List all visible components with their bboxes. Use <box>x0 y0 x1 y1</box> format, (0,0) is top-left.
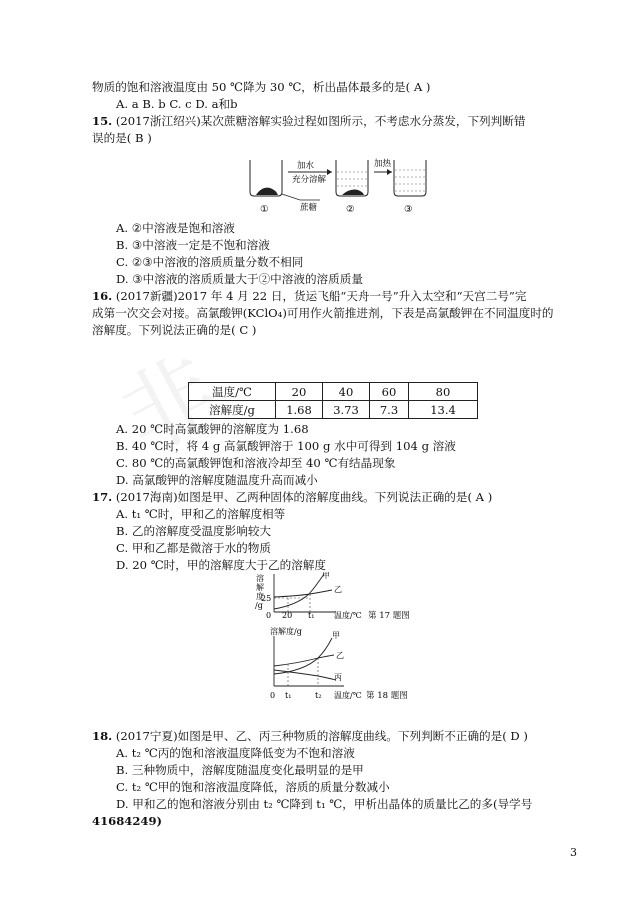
q18-option-a: A. t₂ ℃丙的饱和溶液温度降低变为不饱和溶液 <box>116 746 355 760</box>
q18-stem-text: (2017宁夏)如图是甲、乙、丙三种物质的溶解度曲线。下列判断不正确的是( D ) <box>115 729 528 743</box>
q15-number: 15. <box>92 114 113 128</box>
q18-stem <box>92 729 562 744</box>
q17-x-tick-t1: t₁ <box>308 611 315 620</box>
q18-number: 18. <box>92 729 113 743</box>
q17-x-tick-0: 0 <box>266 611 272 620</box>
table-cell: 溶解度/g <box>189 401 276 419</box>
q15-option-b: B. ③中溶液一定是不饱和溶液 <box>116 238 270 252</box>
q18-x-tick-t1: t₁ <box>285 691 292 700</box>
q17-option-d: D. 20 ℃时，甲的溶解度大于乙的溶解度 <box>116 558 326 572</box>
table-cell: 3.73 <box>323 401 370 419</box>
q17-ylabel-3: 度 <box>256 592 264 601</box>
q15-arrow2-top: 加热 <box>374 159 392 169</box>
q17-stem <box>92 490 562 505</box>
q18-tail: 41684249) <box>92 814 163 828</box>
q18-curve-yi: 乙 <box>336 651 344 660</box>
q15-beaker-figure <box>240 152 430 214</box>
q17-xlabel: 温度/℃ <box>334 611 362 620</box>
q18-curve-bing: 丙 <box>334 673 342 682</box>
q17-stem-text: (2017海南)如图是甲、乙两种固体的溶解度曲线。下列说法正确的是( A ) <box>115 490 493 504</box>
q15-label-1: ① <box>260 204 269 214</box>
q17-axis-labels <box>260 604 425 626</box>
q16-stem-line2: 成第一次交会对接。高氯酸钾(KClO₄)可用作火箭推进剂，下表是高氯酸钾在不同温度时的 <box>92 306 554 320</box>
q15-label-2: ② <box>346 204 355 214</box>
q17-curve-yi: 乙 <box>334 585 342 594</box>
q17-x-tick-20: 20 <box>282 611 293 620</box>
q18-curve-jia: 甲 <box>332 631 340 640</box>
q18-solubility-graph <box>254 626 444 706</box>
q15-label-3: ③ <box>404 204 413 214</box>
q15-option-d: D. ③中溶液的溶质质量大于②中溶液的溶质质量 <box>116 272 363 286</box>
q17-ylabel-2: 解 <box>256 583 264 592</box>
q18-option-c: C. t₂ ℃甲的饱和溶液温度降低，溶质的质量分数减小 <box>116 780 390 794</box>
q15-stem-line2: 误的是( B ) <box>92 131 152 145</box>
table-cell: 60 <box>370 383 409 401</box>
q18-caption: 第 18 题图 <box>366 691 408 701</box>
q18-x-tick-t2: t₂ <box>315 691 322 700</box>
q18-xlabel: 温度/℃ <box>334 691 362 700</box>
table-cell: 20 <box>276 383 323 401</box>
q16-option-a: A. 20 ℃时高氯酸钾的溶解度为 1.68 <box>116 422 309 436</box>
q16-stem <box>92 289 562 304</box>
q16-option-c: C. 80 ℃的高氯酸钾饱和溶液冷却至 40 ℃有结晶现象 <box>116 456 396 470</box>
q15-arrow1-top: 加水 <box>297 161 315 171</box>
q17-option-b: B. 乙的溶解度受温度影响较大 <box>116 524 272 538</box>
q15-stem <box>92 114 562 129</box>
q15-arrow1-bottom: 蔗糖 <box>300 203 318 213</box>
table-row <box>189 401 478 419</box>
q18-option-d: D. 甲和乙的饱和溶液分别由 t₂ ℃降到 t₁ ℃，甲析出晶体的质量比乙的多(导学号 <box>116 797 533 811</box>
table-cell: 40 <box>323 383 370 401</box>
q14-options: A. a B. b C. c D. a和b <box>116 97 238 111</box>
q16-solubility-table <box>188 382 478 419</box>
q17-ylabel-1: 溶 <box>256 574 264 583</box>
table-row <box>189 383 478 401</box>
table-cell: 1.68 <box>276 401 323 419</box>
table-cell: 7.3 <box>370 401 409 419</box>
q14-stem-tail: 物质的饱和溶液温度由 50 ℃降为 30 ℃，析出晶体最多的是( A ) <box>92 80 431 94</box>
q17-y-tick: 25 <box>261 594 272 603</box>
q18-ylabel: 溶解度/g <box>270 627 302 636</box>
q15-stem-line1: (2017浙江绍兴)某次蔗糖溶解实验过程如图所示，不考虑水分蒸发，下列判断错 <box>115 114 526 128</box>
q17-caption: 第 17 题图 <box>368 611 410 621</box>
q16-option-b: B. 40 ℃时，将 4 g 高氯酸钾溶于 100 g 水中可得到 104 g 溶液 <box>116 439 456 453</box>
q16-option-d: D. 高氯酸钾的溶解度随温度升高而减小 <box>116 473 318 487</box>
q17-option-a: A. t₁ ℃时，甲和乙的溶解度相等 <box>116 507 286 521</box>
q18-option-b: B. 三种物质中，溶解度随温度变化最明显的是甲 <box>116 763 364 777</box>
page-number: 3 <box>570 846 577 859</box>
q15-option-a: A. ②中溶液是饱和溶液 <box>116 221 235 235</box>
q17-ylabel-4: /g <box>255 601 263 610</box>
q15-option-c: C. ②③中溶液的溶质质量分数不相同 <box>116 255 304 269</box>
q17-number: 17. <box>92 490 113 504</box>
q17-option-c: C. 甲和乙都是微溶于水的物质 <box>116 541 271 555</box>
q15-arrow1-mid: 充分溶解 <box>292 175 327 185</box>
q16-number: 16. <box>92 289 113 303</box>
table-cell: 13.4 <box>409 401 478 419</box>
q18-x-tick-0: 0 <box>270 691 276 700</box>
q16-stem-line3: 溶解度。下列说法正确的是( C ) <box>92 323 257 337</box>
table-cell: 温度/℃ <box>189 383 276 401</box>
q17-curve-jia: 甲 <box>322 572 330 580</box>
table-cell: 80 <box>409 383 478 401</box>
q16-stem-line1: (2017新疆)2017 年 4 月 22 日，货运飞船“天舟一号”升入太空和“天宫二号”完 <box>115 289 527 303</box>
